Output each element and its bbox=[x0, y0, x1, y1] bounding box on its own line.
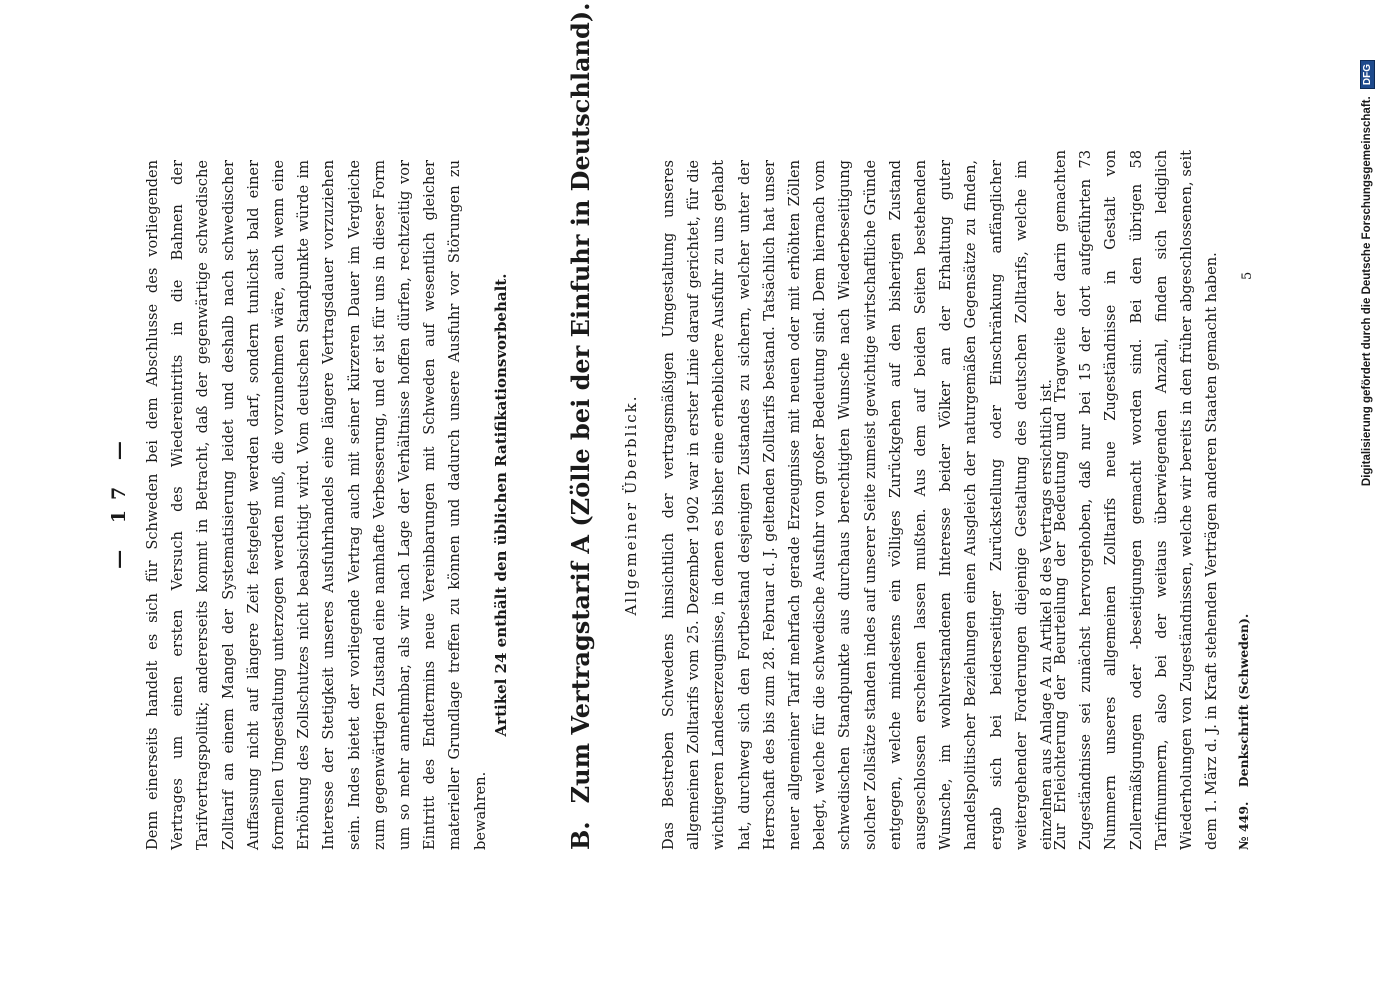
page-number: — 17 — bbox=[108, 431, 130, 569]
section-heading-lead: B. bbox=[566, 821, 595, 850]
footer-number: № 449. bbox=[1236, 801, 1251, 850]
page-footer bbox=[1236, 230, 1251, 850]
footer-label: Denkschrift (Schweden). bbox=[1236, 613, 1251, 788]
credit-text: Digitalisierung gefördert durch die Deutsche Forschungsgemeinschaft. bbox=[1361, 96, 1373, 487]
paragraph-1: Denn einerseits handelt es sich für Schweden bei dem Abschlusse des vorliegenden Vertrages um einen ersten Versuch des Wiedereintritts in die Bahnen der Tarifvertragspolitik; andererseits kommt in Betracht, daß der gegenwärtige schwedische Zolltarif an einem Mangel der Systematisierung leidet und deshalb nach schwedischer Auffassung nicht auf längere Zeit festgelegt werden darf, sondern tunlichst bald einer formellen Umgestaltung unterzogen werden muß, die vorzunehmen wäre, auch wenn eine Erhöhung des Zollschutzes nicht beabsichtigt wird. Vom deutschen Standpunkte würde im Interesse der Stetigkeit unseres Ausfuhrhandels eine längere Vertragsdauer vorzuziehen sein. Indes bietet der vorliegende Vertrag auch mit seiner kürzeren Dauer im Vergleiche zum gegenwärtigen Zustand eine namhafte Verbesserung, und er ist für uns in dieser Form um so mehr annehmbar, als wir nach Lage der Verhältnisse hoffen dürfen, rechtzeitig vor Eintritt des Endtermins neue Vereinbarungen mit Schweden auf wesentlich gleicher materieller Grundlage treffen zu können und dadurch unsere Ausfuhr vor Störungen zu bewahren. bbox=[144, 160, 489, 850]
signature-mark: 5 bbox=[1240, 271, 1255, 280]
subheading: Allgemeiner Überblick. bbox=[622, 394, 640, 616]
paragraph-2: Das Bestreben Schwedens hinsichtlich der vertragsmäßigen Umgestaltung unseres allgemeinen Zolltarifs vom 25. Dezember 1902 war in erster Linie darauf gerichtet, für die wichtigeren Landeserzeugnisse, in denen es bisher eine erheblichere Ausfuhr zu uns gehabt hat, durchweg sich den Fortbestand desjenigen Zustandes zu sichern, welcher unter der Herrschaft des bis zum 28. Februar d. J. geltenden Zolltarifs bestand. Tatsächlich hat unser neuer allgemeiner Tarif mehrfach gerade Erzeugnisse mit neuen oder mit erhöhten Zöllen belegt, welche für die schwedische Ausfuhr von großer Bedeutung sind. Dem hiernach vom schwedischen Standpunkte aus durchaus berechtigten Wunsche nach Wiederbeseitigung solcher Zollsätze standen indes auf unserer Seite zumeist gewichtige wirtschaftliche Gründe entgegen, welche mindestens ein völliges Zurückgehen auf den bisherigen Zustand ausgeschlossen erscheinen lassen mußten. Aus dem auf beiden Seiten bestehenden Wunsche, im wohlverstandenen Interesse beider Völker an der Erhaltung guter handelspolitischer Beziehungen einen Ausgleich der naturgemäßen Gegensätze zu finden, ergab sich bei beiderseitiger Zurückstellung oder Einschränkung anfänglicher weitergehender Forderungen diejenige Gestaltung des deutschen Zolltarifs, welche im einzelnen aus Anlage A zu Artikel 8 des Vertrags ersichtlich ist. bbox=[660, 160, 1056, 850]
section-heading-text: Zum Vertragstarif A (Zölle bei der Einfuhr in Deutschland). bbox=[566, 2, 595, 804]
dfg-logo: DFG bbox=[1360, 60, 1375, 89]
digitization-credit bbox=[1360, 0, 1375, 1000]
article-24-note: Artikel 24 enthält den üblichen Ratifikationsvorbehalt. bbox=[492, 273, 510, 737]
section-heading bbox=[566, 2, 595, 850]
paragraph-3: Zur Erleichterung der Beurteilung der Bedeutung und Tragweite der darin gemachten Zugeständnisse sei zunächst hervorgehoben, daß nur bei 15 der dort aufgeführten 73 Nummern unseres allgemeinen Zolltarifs neue Zugeständnisse in Gestalt von Zollermäßigungen oder -beseitigungen gemacht worden sind. Bei den übrigen 58 Tarifnummern, also bei der weitaus überwiegenden Anzahl, finden sich lediglich Wiederholungen von Zugeständnissen, welche wir bereits in den früher abgeschlossenen, seit dem 1. März d. J. in Kraft stehenden Verträgen anderen Staaten gemacht haben. bbox=[1052, 150, 1221, 850]
